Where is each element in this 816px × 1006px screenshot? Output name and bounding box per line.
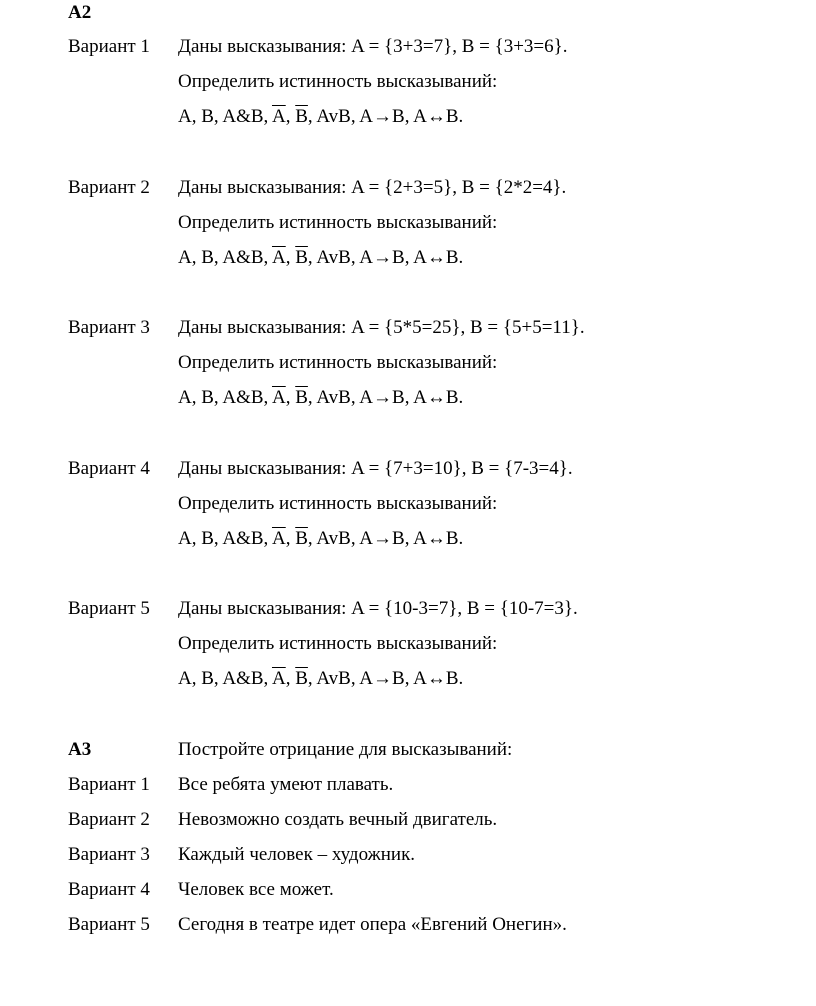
a2-variant-1-task: Определить истинность высказываний: — [178, 71, 498, 92]
a2-variant-3-label: Вариант 3 — [68, 317, 150, 338]
a3-variant-2-text: Невозможно создать вечный двигатель. — [178, 809, 498, 830]
a3-variant-1-label: Вариант 1 — [68, 774, 150, 795]
a3-variant-2-label: Вариант 2 — [68, 809, 150, 830]
negation-a: $\overline{A}$ — [271, 387, 286, 408]
negation-b: $\overline{B}$ — [295, 106, 308, 127]
a2-variant-4-given: Даны высказывания: A = {7+3=10}, B = {7-3=4}. — [178, 458, 573, 479]
a3-heading: A3 — [68, 739, 92, 760]
a2-variant-4-label: Вариант 4 — [68, 458, 150, 479]
a2-variant-4-task: Определить истинность высказываний: — [178, 493, 498, 514]
negation-b: $\overline{B}$ — [295, 387, 308, 408]
a2-variant-3-task: Определить истинность высказываний: — [178, 352, 498, 373]
a2-variant-5-given: Даны высказывания: A = {10-3=7}, B = {10-7=3}. — [178, 598, 578, 619]
a2-variant-2-given: Даны высказывания: A = {2+3=5}, B = {2*2=4}. — [178, 177, 567, 198]
a2-heading: A2 — [68, 2, 92, 23]
a3-variant-3-label: Вариант 3 — [68, 844, 150, 865]
a3-instruction: Постройте отрицание для высказываний: — [178, 739, 513, 760]
a2-variant-5-expressions: A, B, A&B, $\overline{A}$, $\overline{B}$, AvB, A→B, A↔B. — [178, 668, 464, 689]
a3-variant-5-text: Сегодня в театре идет опера «Евгений Онегин». — [178, 914, 567, 935]
a3-variant-4-text: Человек все может. — [178, 879, 334, 900]
a3-variant-1-text: Все ребята умеют плавать. — [178, 774, 394, 795]
negation-a: $\overline{A}$ — [271, 668, 286, 689]
a2-variant-2-label: Вариант 2 — [68, 177, 150, 198]
a2-variant-1-expressions: A, B, A&B, $\overline{A}$, $\overline{B}$, AvB, A→B, A↔B. — [178, 106, 464, 127]
negation-b: $\overline{B}$ — [295, 668, 308, 689]
negation-b: $\overline{B}$ — [295, 247, 308, 268]
a2-variant-1-label: Вариант 1 — [68, 36, 150, 57]
a2-variant-1-given: Даны высказывания: A = {3+3=7}, B = {3+3=6}. — [178, 36, 568, 57]
a3-variant-5-label: Вариант 5 — [68, 914, 150, 935]
a2-variant-5-task: Определить истинность высказываний: — [178, 633, 498, 654]
a2-variant-3-given: Даны высказывания: A = {5*5=25}, B = {5+5=11}. — [178, 317, 585, 338]
a2-variant-2-expressions: A, B, A&B, $\overline{A}$, $\overline{B}$, AvB, A→B, A↔B. — [178, 247, 464, 268]
a2-variant-5-label: Вариант 5 — [68, 598, 150, 619]
a3-variant-4-label: Вариант 4 — [68, 879, 150, 900]
negation-a: $\overline{A}$ — [271, 106, 286, 127]
a2-variant-2-task: Определить истинность высказываний: — [178, 212, 498, 233]
a2-variant-4-expressions: A, B, A&B, $\overline{A}$, $\overline{B}$, AvB, A→B, A↔B. — [178, 528, 464, 549]
a3-variant-3-text: Каждый человек – художник. — [178, 844, 416, 865]
negation-b: $\overline{B}$ — [295, 528, 308, 549]
negation-a: $\overline{A}$ — [271, 528, 286, 549]
a2-variant-3-expressions: A, B, A&B, $\overline{A}$, $\overline{B}$, AvB, A→B, A↔B. — [178, 387, 464, 408]
negation-a: $\overline{A}$ — [271, 247, 286, 268]
